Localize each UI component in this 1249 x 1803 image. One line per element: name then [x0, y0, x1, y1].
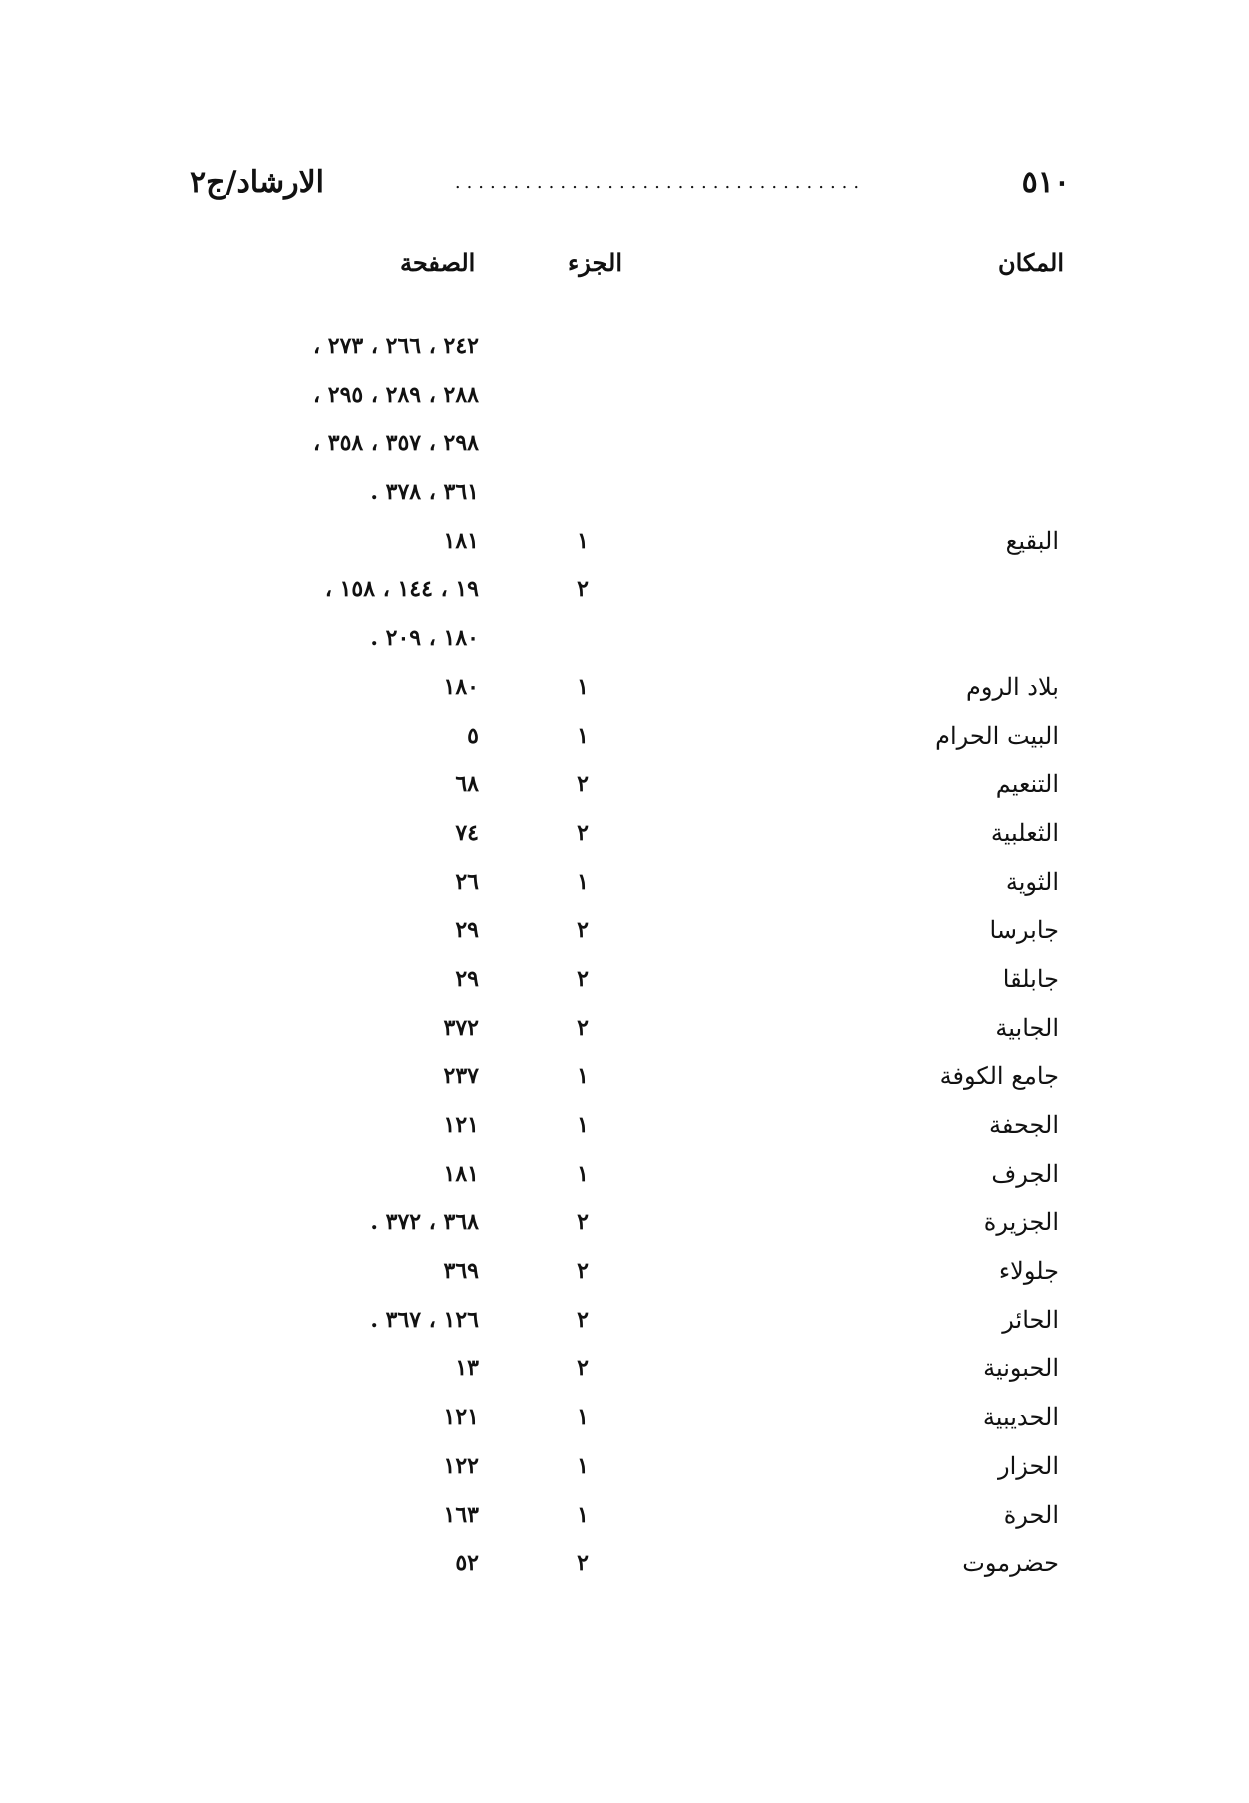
- page-references: ٢٤٢ ، ٢٦٦ ، ٢٧٣ ،: [313, 333, 479, 359]
- page-references: ٢٨٨ ، ٢٨٩ ، ٢٩٥ ،: [313, 381, 479, 408]
- page-references: ١٢١: [443, 1112, 479, 1138]
- table-row: [0, 521, 1249, 570]
- place-name: جابلقا: [1002, 964, 1059, 993]
- place-name: الجحفة: [989, 1111, 1059, 1139]
- place-name: جلولاء: [998, 1257, 1059, 1286]
- place-name: بلاد الروم: [966, 672, 1059, 701]
- place-name: الجرف: [991, 1159, 1059, 1188]
- part-number: ٢: [577, 1550, 589, 1577]
- part-number: ١: [577, 1160, 589, 1187]
- table-row: [0, 1543, 1249, 1592]
- page-number: ٥١٠: [1021, 165, 1070, 200]
- page-references: ١٨١: [443, 1160, 479, 1187]
- part-number: ٢: [577, 1355, 589, 1382]
- page-references: ٥٢: [455, 1550, 479, 1577]
- place-name: الحبونية: [983, 1354, 1059, 1383]
- table-row: [0, 1397, 1249, 1446]
- page-references: ١٨٠ ، ٢٠٩ .: [370, 625, 479, 652]
- place-name: الثوية: [1005, 867, 1059, 896]
- table-row: [0, 813, 1249, 862]
- part-number: ٢: [577, 917, 589, 944]
- place-name: الجابية: [995, 1013, 1059, 1042]
- page-references: ١٣: [455, 1355, 479, 1382]
- part-number: ٢: [577, 1306, 589, 1333]
- table-row: [0, 1495, 1249, 1544]
- place-name: جامع الكوفة: [939, 1062, 1059, 1091]
- page-references: ١٩ ، ١٤٤ ، ١٥٨ ،: [324, 576, 479, 603]
- place-name: البقيع: [1005, 526, 1059, 555]
- part-number: ١: [577, 1501, 589, 1528]
- page-references: ٢٣٧: [443, 1063, 479, 1090]
- index-table: [0, 326, 1249, 1592]
- table-row: [0, 472, 1249, 521]
- page-references: ١٢١: [443, 1404, 479, 1431]
- page-references: ١٨٠: [443, 673, 479, 700]
- part-number: ١: [577, 1404, 589, 1431]
- place-name: الثعلبية: [990, 818, 1059, 847]
- table-row: [0, 618, 1249, 667]
- table-row: [0, 1202, 1249, 1251]
- table-row: [0, 1348, 1249, 1397]
- page-references: ١٨١: [443, 527, 479, 554]
- running-head: [190, 160, 1070, 206]
- table-row: [0, 667, 1249, 716]
- table-row: [0, 1251, 1249, 1300]
- book-title: الارشاد/ج٢: [190, 165, 325, 200]
- part-number: ٢: [577, 1209, 589, 1236]
- place-name: جابرسا: [989, 916, 1059, 945]
- place-name: التنعيم: [995, 770, 1059, 799]
- page-references: ٢٩: [455, 965, 479, 992]
- page-references: ٢٦: [455, 868, 479, 895]
- page-references: ٣٦٩: [443, 1258, 479, 1285]
- part-number: ١: [577, 527, 589, 554]
- page-references: ٣٧٢: [443, 1014, 479, 1041]
- table-row: [0, 764, 1249, 813]
- table-row: [0, 1105, 1249, 1154]
- page-references: ٧٤: [455, 819, 479, 846]
- page-references: ١٢٢: [443, 1452, 479, 1479]
- place-name: الحديبية: [982, 1403, 1059, 1432]
- table-row: [0, 569, 1249, 618]
- table-row: [0, 1154, 1249, 1203]
- part-number: ١: [577, 1452, 589, 1479]
- page-references: ٢٩: [455, 917, 479, 944]
- leader-dots: ...................................: [454, 172, 866, 193]
- place-name: الحرة: [1003, 1500, 1059, 1529]
- part-number: ٢: [577, 576, 589, 603]
- column-header-place: المكان: [997, 248, 1064, 277]
- part-number: ١: [577, 722, 589, 749]
- place-name: حضرموت: [962, 1549, 1059, 1578]
- table-row: [0, 1446, 1249, 1495]
- part-number: ٢: [577, 819, 589, 846]
- table-row: [0, 910, 1249, 959]
- part-number: ٢: [577, 1014, 589, 1041]
- table-row: [0, 423, 1249, 472]
- page-references: ٥: [467, 722, 479, 749]
- part-number: ١: [577, 868, 589, 895]
- page-references: ٣٦٨ ، ٣٧٢ .: [370, 1209, 479, 1236]
- page-references: ١٢٦ ، ٣٦٧ .: [370, 1306, 479, 1333]
- page-references: ٢٩٨ ، ٣٥٧ ، ٣٥٨ ،: [313, 430, 479, 457]
- part-number: ١: [577, 1112, 589, 1138]
- table-row: [0, 716, 1249, 765]
- part-number: ١: [577, 673, 589, 700]
- part-number: ٢: [577, 965, 589, 992]
- table-row: [0, 862, 1249, 911]
- table-row: [0, 326, 1249, 375]
- table-row: [0, 1056, 1249, 1105]
- table-row: [0, 375, 1249, 424]
- page-references: ٦٨: [455, 771, 479, 798]
- column-header-part: الجزء: [568, 248, 622, 277]
- part-number: ١: [577, 1063, 589, 1090]
- place-name: الجزيرة: [983, 1208, 1059, 1237]
- place-name: البيت الحرام: [935, 721, 1059, 750]
- place-name: الحزار: [998, 1451, 1059, 1480]
- page-references: ١٦٣: [443, 1501, 479, 1528]
- part-number: ٢: [577, 1258, 589, 1285]
- place-name: الحائر: [1002, 1305, 1059, 1334]
- page-references: ٣٦١ ، ٣٧٨ .: [370, 479, 479, 506]
- table-row: [0, 959, 1249, 1008]
- part-number: ٢: [577, 771, 589, 798]
- column-header-page: الصفحة: [400, 248, 476, 277]
- table-row: [0, 1008, 1249, 1057]
- table-row: [0, 1300, 1249, 1349]
